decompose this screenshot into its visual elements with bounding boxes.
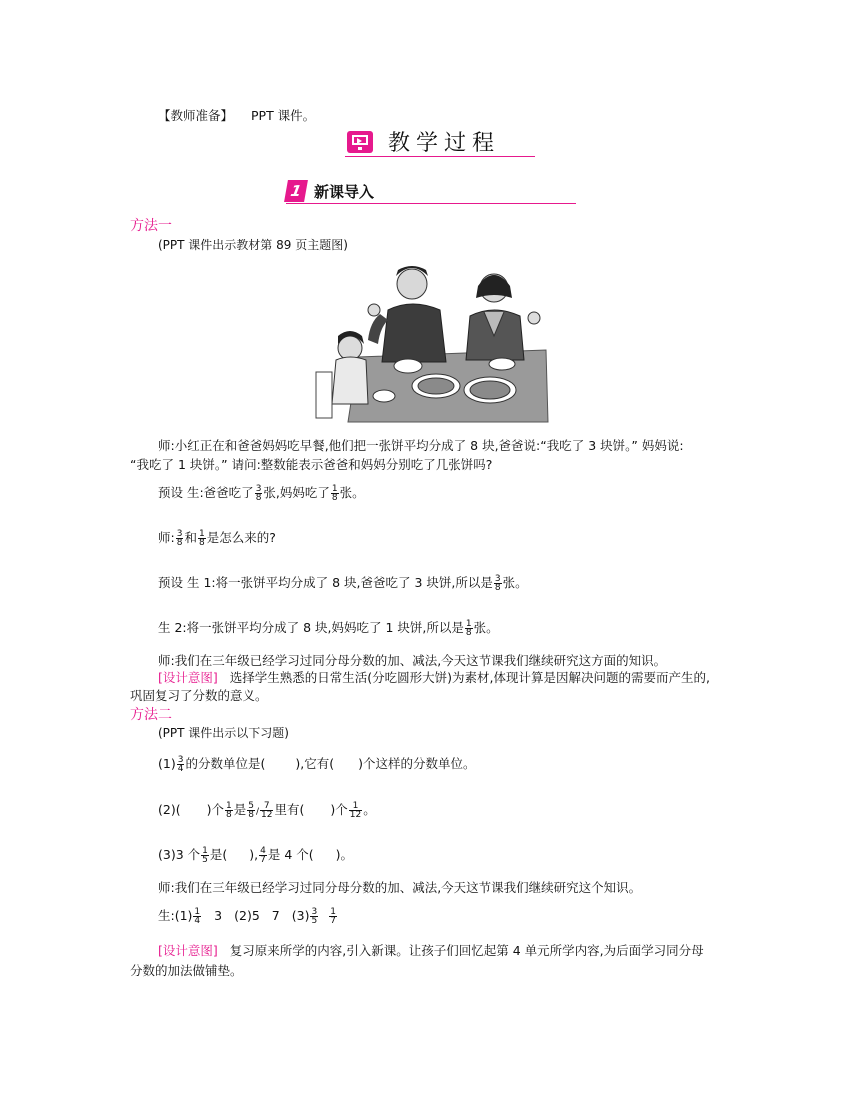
method2-heading: 方法二: [130, 707, 172, 723]
fraction-3-4: $\frac{3}{4}$: [177, 755, 184, 774]
student2-text-b: 张。: [473, 620, 499, 635]
fraction-1-8: $\frac{1}{8}$: [225, 801, 232, 820]
design-intent-text: 复习原来所学的内容,引入新课。让孩子们回忆起第 4 单元所学内容,为后面学习同分母: [229, 943, 704, 958]
method1-teacher-line2: “我吃了 1 块饼。” 请问:整数能表示爸爸和妈妈分别吃了几张饼吗?: [130, 457, 493, 472]
subsection-underline: [286, 203, 576, 204]
teacher-prep: [158, 106, 315, 124]
student2-text-a: 生 2:将一张饼平均分成了 8 块,妈妈吃了 1 块饼,所以是: [158, 620, 464, 635]
design-intent-label: [设计意图]: [158, 670, 218, 685]
fraction-1-12: $\frac{1}{12}$: [349, 801, 362, 820]
preset1-text-a: 预设 生:爸爸吃了: [158, 485, 254, 500]
method2-note: (PPT 课件出示以下习题): [158, 726, 289, 740]
fraction-1-5: $\frac{1}{5}$: [202, 846, 208, 865]
teacher2-text-a: 师:: [158, 530, 175, 545]
method2-answers: 生:(1) $\frac{1}{4}$ 3 (2)5 7 (3) $\frac{3}{5}$ $\frac{1}{7}$: [158, 907, 336, 926]
fraction-3-5: $\frac{3}{5}$: [311, 907, 318, 926]
fraction-1-8: $\frac{1}{8}$: [198, 529, 205, 548]
fraction-3-8: $\frac{3}{8}$: [255, 484, 262, 503]
fraction-5-8: $\frac{5}{8}$: [248, 801, 254, 820]
method2-design-intent-line2: 分数的加法做铺垫。: [130, 963, 243, 978]
subsection-number-badge: 1: [284, 180, 308, 202]
fraction-4-7: $\frac{4}{7}$: [260, 846, 266, 865]
method2-question1: (1) $\frac{3}{4}$ 的分数单位是( ),它有( )个这样的分数单位。: [158, 755, 476, 774]
section-underline: [345, 156, 535, 157]
fraction-3-8: $\frac{3}{8}$: [494, 574, 501, 593]
method2-question3: (3)3 个 $\frac{1}{5}$ 是( ), $\frac{4}{7}$ 是 4 个( )。: [158, 846, 354, 865]
preset2-text-b: 张。: [502, 575, 528, 590]
method1-heading: 方法一: [130, 218, 172, 234]
monitor-icon: [347, 131, 373, 153]
family-breakfast-illustration: [308, 262, 550, 424]
method1-design-intent-line2: 巩固复习了分数的意义。: [130, 688, 268, 703]
teacher2-text-c: 是怎么来的?: [206, 530, 276, 545]
section-title: 教学过程: [388, 131, 501, 156]
fraction-1-7: $\frac{1}{7}$: [330, 907, 336, 926]
method1-teacher3: 师:我们在三年级已经学习过同分母分数的加、减法,今天这节课我们继续研究这方面的知识。: [158, 653, 667, 668]
subsection-title: 新课导入: [314, 183, 375, 201]
fraction-7-12: $\frac{7}{12}$: [261, 801, 273, 820]
fraction-1-4: $\frac{1}{4}$: [194, 907, 201, 926]
method1-preset1: [158, 483, 365, 502]
method1-preset2: [158, 573, 528, 592]
teacher2-text-b: 和: [184, 530, 197, 545]
fraction-3-8: $\frac{3}{8}$: [176, 529, 183, 548]
preset1-text-b: 张,妈妈吃了: [263, 485, 330, 500]
fraction-1-8: $\frac{1}{8}$: [465, 619, 472, 638]
method1-note: (PPT 课件出示教材第 89 页主题图): [158, 238, 348, 252]
method1-teacher2: [158, 528, 276, 547]
method1-student2: [158, 618, 499, 637]
teacher-prep-value: PPT 课件。: [251, 108, 316, 123]
method2-design-intent-line1: [158, 941, 704, 959]
preset1-text-c: 张。: [339, 485, 365, 500]
method1-design-intent-line1: [158, 668, 710, 686]
design-intent-text: 选择学生熟悉的日常生活(分吃圆形大饼)为素材,体现计算是因解决问题的需要而产生的,: [229, 670, 710, 685]
method2-question2: (2)( )个 $\frac{1}{8}$ 是 $\frac{5}{8}$ / $\frac{7}{12}$ 里有( )个 $\frac{1}{12}$ 。: [158, 801, 376, 820]
fraction-1-8: $\frac{1}{8}$: [331, 484, 338, 503]
design-intent-label: [设计意图]: [158, 943, 218, 958]
preset2-text-a: 预设 生 1:将一张饼平均分成了 8 块,爸爸吃了 3 块饼,所以是: [158, 575, 493, 590]
teacher-prep-label: 【教师准备】: [158, 108, 234, 123]
method1-teacher-line1: 师:小红正在和爸爸妈妈吃早餐,他们把一张饼平均分成了 8 块,爸爸说:“我吃了 3 块饼。” 妈妈说:: [158, 438, 684, 453]
method2-teacher: 师:我们在三年级已经学习过同分母分数的加、减法,今天这节课我们继续研究这个知识。: [158, 880, 642, 895]
